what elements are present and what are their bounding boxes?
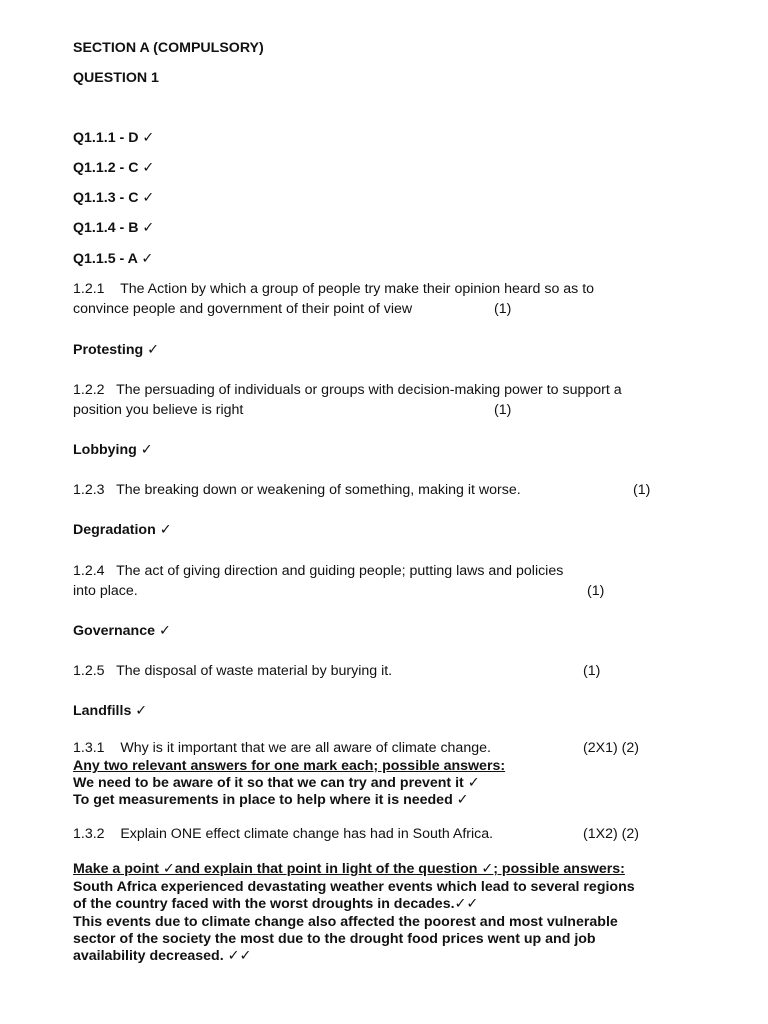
question-1-2-1-mark: (1) (494, 301, 512, 317)
mcq-answer-1: Q1.1.1 - D ✓ (73, 130, 155, 146)
answer-1-3-1-a: We need to be aware of it so that we can try and prevent it ✓ (73, 775, 480, 791)
mcq-answer-2: Q1.1.2 - C ✓ (73, 160, 155, 176)
question-1-3-2-instruction: Make a point ✓and explain that point in light of the question ✓; possible answers: (73, 861, 625, 877)
question-1-3-1-text: 1.3.1 Why is it important that we are all aware of climate change. (73, 740, 491, 756)
question-1-3-2-text: 1.3.2 Explain ONE effect climate change has had in South Africa. (73, 826, 494, 842)
answer-1-2-5: Landfills ✓ (73, 703, 148, 719)
answer-1-2-1: Protesting ✓ (73, 342, 159, 358)
mcq-answer-5: Q1.1.5 - A ✓ (73, 251, 154, 267)
question-1-2-3-text: 1.2.3 The breaking down or weakening of something, making it worse. (73, 482, 521, 498)
question-1-2-3-mark: (1) (633, 482, 651, 498)
answer-1-3-2-line-3: This events due to climate change also affected the poorest and most vulnerable (73, 914, 618, 930)
mcq-answer-3: Q1.1.3 - C ✓ (73, 190, 155, 206)
question-1-2-4-mark: (1) (587, 583, 605, 599)
question-1-2-5-text: 1.2.5 The disposal of waste material by burying it. (73, 663, 393, 679)
question-1-2-4-text: 1.2.4 The act of giving direction and guiding people; putting laws and policies (73, 563, 564, 579)
answer-1-2-4: Governance ✓ (73, 623, 171, 639)
answer-1-3-2-line-1: South Africa experienced devastating weather events which lead to several regions (73, 879, 635, 895)
question-1-2-1-text-cont: convince people and government of their point of view (73, 301, 413, 317)
answer-1-2-2: Lobbying ✓ (73, 442, 153, 458)
question-1-2-2-text-cont: position you believe is right (73, 402, 244, 418)
section-title: SECTION A (COMPULSORY) (73, 40, 264, 56)
answer-1-3-2-line-2: of the country faced with the worst droughts in decades.✓✓ (73, 896, 479, 912)
question-1-2-2-mark: (1) (494, 402, 512, 418)
question-1-2-4-text-cont: into place. (73, 583, 138, 599)
answer-1-3-2-line-5: availability decreased. ✓✓ (73, 948, 252, 964)
answer-1-3-1-b: To get measurements in place to help where it is needed ✓ (73, 792, 469, 808)
question-1-3-1-instruction: Any two relevant answers for one mark each; possible answers: (73, 758, 506, 774)
question-1-2-2-text: 1.2.2 The persuading of individuals or groups with decision-making power to support a (73, 382, 622, 398)
answer-1-3-2-line-4: sector of the society the most due to the drought food prices went up and job (73, 931, 596, 947)
question-1-3-1-mark: (2X1) (2) (583, 740, 639, 756)
mcq-answer-4: Q1.1.4 - B ✓ (73, 220, 155, 236)
question-1-2-1-text: 1.2.1 The Action by which a group of people try make their opinion heard so as to (73, 281, 595, 297)
question-1-2-5-mark: (1) (583, 663, 601, 679)
answer-1-2-3: Degradation ✓ (73, 522, 172, 538)
question-1-3-2-mark: (1X2) (2) (583, 826, 639, 842)
question-title: QUESTION 1 (73, 70, 159, 86)
